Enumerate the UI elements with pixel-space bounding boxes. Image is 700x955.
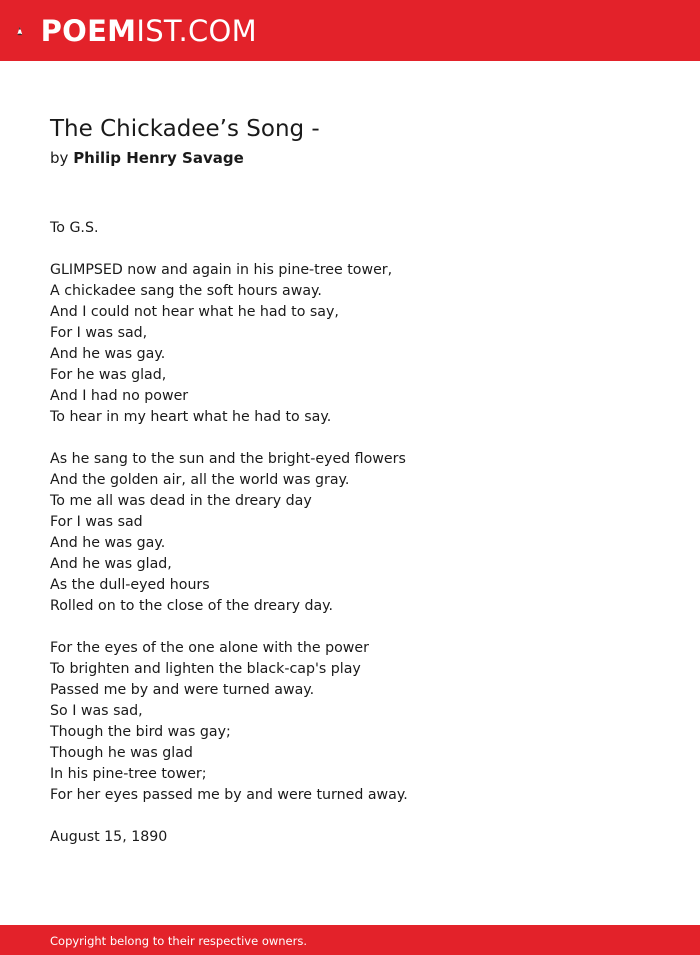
poem-stanza-3 <box>50 638 670 806</box>
pencil-tip-icon <box>17 10 23 52</box>
poem-line: For he was glad, <box>50 367 167 383</box>
footer-copyright: Copyright belong to their respective owners. <box>50 934 308 948</box>
poem-author[interactable]: Philip Henry Savage <box>73 149 244 167</box>
poem-stanza-2 <box>50 449 670 617</box>
byline-prefix: by <box>50 149 69 167</box>
poem-line: To me all was dead in the dreary day <box>50 493 312 509</box>
site-logo-text <box>40 13 257 48</box>
poem-line: And he was gay. <box>50 535 166 551</box>
poem-dedication: To G.S. <box>50 220 99 236</box>
poem-line: To hear in my heart what he had to say. <box>50 409 332 425</box>
poem-line: As the dull-eyed hours <box>50 577 210 593</box>
poem-line: A chickadee sang the soft hours away. <box>50 283 322 299</box>
poem-body <box>50 218 670 848</box>
poem-line: To brighten and lighten the black-cap's play <box>50 661 361 677</box>
poem-line: And I had no power <box>50 388 189 404</box>
poem-stanza-1 <box>50 260 670 428</box>
poem-line: For the eyes of the one alone with the power <box>50 640 369 656</box>
poem-line: In his pine-tree tower; <box>50 766 207 782</box>
site-header <box>0 0 700 61</box>
poem-line: For I was sad <box>50 514 143 530</box>
poem-line: And he was gay. <box>50 346 166 362</box>
poem-line: So I was sad, <box>50 703 143 719</box>
stanza-gap <box>50 617 670 638</box>
stanza-gap <box>50 239 670 260</box>
logo-light-part: IST.COM <box>136 13 257 48</box>
site-footer <box>0 925 700 955</box>
poem-line: As he sang to the sun and the bright-eyed flowers <box>50 451 406 467</box>
poem-line: GLIMPSED now and again in his pine-tree tower, <box>50 262 393 278</box>
poem-line: And I could not hear what he had to say, <box>50 304 339 320</box>
logo-bold-part: POEM <box>40 13 137 48</box>
poem-date: August 15, 1890 <box>50 829 168 845</box>
poem-title: The Chickadee’s Song - <box>50 116 320 142</box>
poem-line: Rolled on to the close of the dreary day. <box>50 598 334 614</box>
poem-line: Passed me by and were turned away. <box>50 682 315 698</box>
poem-line: For I was sad, <box>50 325 148 341</box>
poem-line: And the golden air, all the world was gray. <box>50 472 350 488</box>
poem-line: For her eyes passed me by and were turned away. <box>50 787 408 803</box>
stanza-gap <box>50 428 670 449</box>
site-logo-link[interactable] <box>17 9 257 53</box>
stanza-gap <box>50 806 670 827</box>
poem-byline <box>50 149 244 167</box>
poem-line: Though he was glad <box>50 745 193 761</box>
poem-line: And he was glad, <box>50 556 172 572</box>
poem-line: Though the bird was gay; <box>50 724 231 740</box>
